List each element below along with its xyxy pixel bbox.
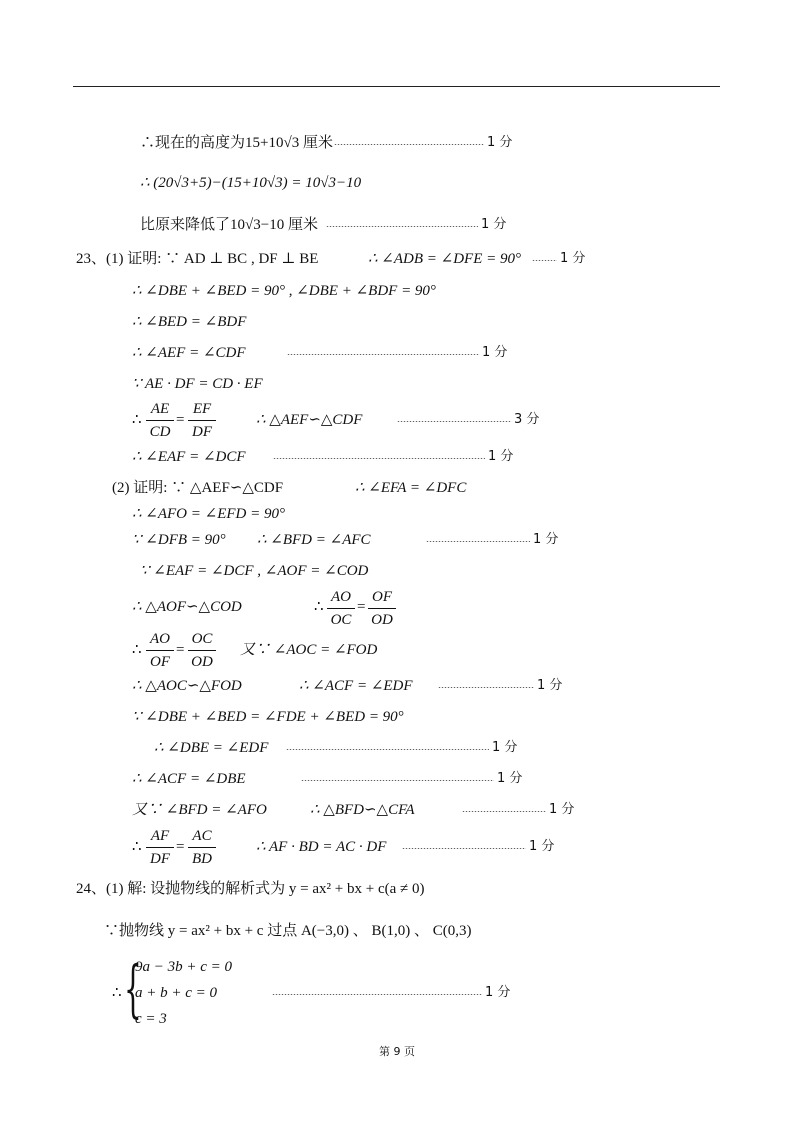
angle-bfd-afc-line: ∴ ∠BFD = ∠AFC (257, 532, 371, 548)
fraction-of-od: OF OD (368, 588, 396, 630)
angle-eaf-dcf-line: ∴ ∠EAF = ∠DCF (132, 449, 246, 465)
score-mark: 1 分 (537, 678, 563, 693)
score-mark: 1 分 (560, 251, 586, 266)
score-mark: 1 分 (481, 217, 507, 232)
fraction-ao-of: AO OF (146, 630, 174, 672)
angle-sum-90-line: ∵ ∠DBE + ∠BED = ∠FDE + ∠BED = 90° (132, 709, 404, 725)
therefore-symbol: ∴ (112, 985, 122, 1001)
leader-dots (334, 144, 484, 145)
therefore-symbol: ∴ (132, 412, 142, 428)
page-number: 第 9 页 (379, 1045, 415, 1058)
leader-dots (301, 780, 494, 781)
score-mark: 1 分 (488, 449, 514, 464)
fraction-ef-df: EF DF (188, 400, 216, 442)
leader-dots (326, 226, 478, 227)
leader-dots (438, 687, 534, 688)
leader-dots (286, 749, 489, 750)
similar-aof-cod-line: ∴ △AOF∽△COD (132, 599, 242, 615)
equals-sign: = (176, 412, 185, 428)
fraction-af-df: AF DF (146, 827, 174, 869)
score-mark: 1 分 (482, 345, 508, 360)
angle-efa-dfc-line: ∴ ∠EFA = ∠DFC (355, 480, 467, 496)
equals-sign: = (176, 839, 185, 855)
score-mark: 1 分 (497, 771, 523, 786)
product-equality-line: ∵ AE · DF = CD · EF (132, 376, 263, 392)
similar-aoc-fod-line: ∴ △AOC∽△FOD (132, 678, 242, 694)
angle-aoc-fod-line: 又∵ ∠AOC = ∠FOD (240, 642, 378, 658)
header-rule (73, 86, 720, 87)
equals-sign: = (176, 642, 185, 658)
system-equation-1: 9a − 3b + c = 0 (135, 959, 233, 975)
leader-dots (532, 260, 557, 261)
product-af-bd-line: ∴ AF · BD = AC · DF (256, 839, 387, 855)
angle-afo-line: ∴ ∠AFO = ∠EFD = 90° (132, 506, 285, 522)
angle-eaf-aof-line: ∵ ∠EAF = ∠DCF , ∠AOF = ∠COD (140, 563, 369, 579)
parabola-points-line: ∵抛物线 y = ax² + bx + c 过点 A(−3,0) 、 B(1,0) 、 C(0,3) (104, 923, 472, 939)
equation-system-brace: { (124, 952, 142, 1025)
score-mark: 1 分 (487, 135, 513, 150)
fraction-ao-oc: AO OC (327, 588, 355, 630)
leader-dots (272, 994, 482, 995)
similar-bfd-cfa-line: ∴ △BFD∽△CFA (310, 802, 415, 818)
score-mark: 1 分 (533, 532, 559, 547)
q23-part2-heading: (2) 证明: ∵ △AEF∽△CDF (112, 480, 284, 496)
q23-right-angles: ∴ ∠ADB = ∠DFE = 90° (368, 251, 521, 267)
angle-bed-bdf-line: ∴ ∠BED = ∠BDF (132, 314, 247, 330)
fraction-ae-cd: AE CD (146, 400, 174, 442)
angle-bfd-afo-line: 又∵ ∠BFD = ∠AFO (132, 802, 267, 818)
therefore-symbol: ∴ (132, 839, 142, 855)
equals-sign: = (357, 599, 366, 615)
height-now-line: ∴现在的高度为15+10√3 厘米 (140, 135, 333, 151)
angle-acf-dbe-line: ∴ ∠ACF = ∠DBE (132, 771, 246, 787)
angle-sum-line: ∴ ∠DBE + ∠BED = 90° , ∠DBE + ∠BDF = 90° (132, 283, 436, 299)
therefore-symbol: ∴ (314, 599, 324, 615)
leader-dots (462, 811, 546, 812)
score-mark: 1 分 (549, 802, 575, 817)
angle-acf-edf-line: ∴ ∠ACF = ∠EDF (299, 678, 413, 694)
leader-dots (397, 421, 511, 422)
fraction-oc-od: OC OD (188, 630, 216, 672)
difference-line: ∴ (20√3+5)−(15+10√3) = 10√3−10 (140, 175, 362, 191)
system-equation-3: c = 3 (135, 1011, 167, 1027)
angle-aef-cdf-line: ∴ ∠AEF = ∠CDF (132, 345, 246, 361)
q24-part1-heading: 24、(1) 解: 设抛物线的解析式为 y = ax² + bx + c(a ≠ 0) (76, 881, 425, 897)
score-mark: 1 分 (485, 985, 511, 1000)
similar-triangles-line: ∴ △AEF∽△CDF (256, 412, 363, 428)
leader-dots (287, 354, 479, 355)
therefore-symbol: ∴ (132, 642, 142, 658)
angle-dbe-edf-line: ∴ ∠DBE = ∠EDF (154, 740, 269, 756)
fraction-ac-bd: AC BD (188, 827, 216, 869)
score-mark: 1 分 (529, 839, 555, 854)
angle-dfb-line: ∵ ∠DFB = 90° (132, 532, 226, 548)
leader-dots (273, 458, 485, 459)
leader-dots (426, 541, 530, 542)
q23-part1-heading: 23、(1) 证明: ∵ AD ⊥ BC , DF ⊥ BE (76, 251, 319, 267)
score-mark: 1 分 (492, 740, 518, 755)
system-equation-2: a + b + c = 0 (135, 985, 218, 1001)
lowered-line: 比原来降低了10√3−10 厘米 (140, 217, 318, 233)
leader-dots (402, 848, 526, 849)
score-mark: 3 分 (514, 412, 540, 427)
